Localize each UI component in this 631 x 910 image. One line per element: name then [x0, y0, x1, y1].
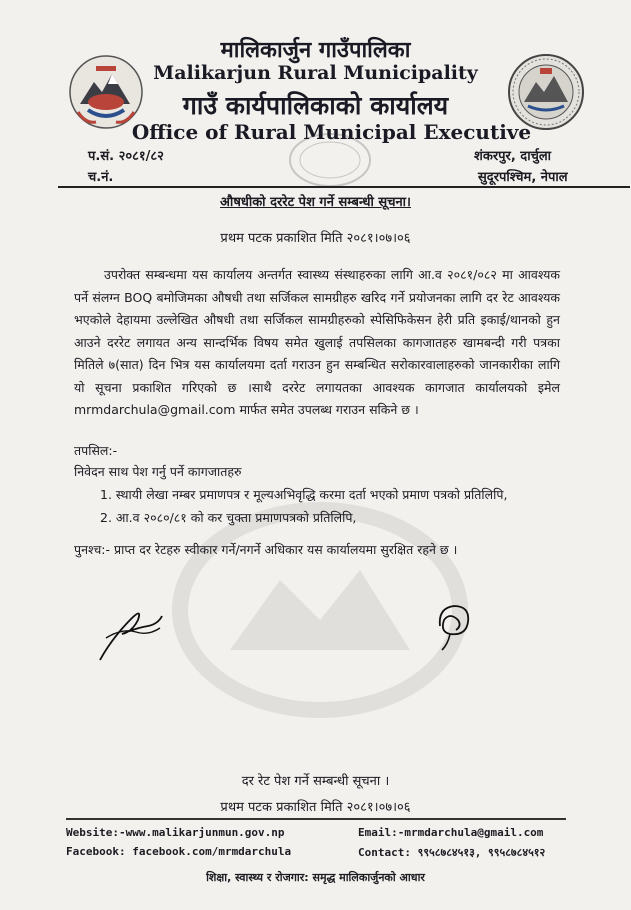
notice-subject: औषधीको दररेट पेश गर्ने सम्बन्धी सूचना। [220, 195, 411, 210]
tapsil-label: तपसिल:- [74, 443, 118, 458]
header-divider [58, 186, 630, 188]
notice-body-text: उपरोक्त सम्बन्धमा यस कार्यालय अन्तर्गत स्वास्थ्य संस्थाहरुका लागि आ.व २०८१/०८२ मा आवश्यक पर्ने संलग्न BOQ बमोजिमका औषधी तथा सर्जिकल सामग्रीहरु खरिद गर्ने प्रयोजनका लागि दर रेट आवश्यक भएकोले देहायमा उल्लेखित औषधी तथा सर्जिकल सामग्रीहरुको स्पेसिफिकेसन हेरी प्रति इकाई/थानको हुन आउने दररेट लगायत अन्य सान्दर्भिक विषय समेत खुलाई तपसिलका कागजातहरु खामबन्दी गरी पत्रका मितिले ७(सात) दिन भित्र यस कार्यालयमा दर्ता गराउन हुन सम्बन्धित सरोकारवालाहरुको जानकारीका लागि यो सूचना प्रकाशित गरिएको छ ।साथै दररेट लगायतका आवश्यक कागजात कार्यालयको इमेल mrmdarchula@gmail.com मार्फत समेत उपलब्ध गराउन सकिने छ । [74, 267, 560, 417]
documents-label: निवेदन साथ पेश गर्नु पर्ने कागजातहरु [74, 464, 242, 479]
reference-number: प.सं. २०८१/८२ [88, 149, 164, 164]
watermark-seal-icon [170, 500, 470, 720]
footer-divider [66, 818, 566, 820]
footnote: पुनश्च:- प्राप्त दर रेटहरु स्वीकार गर्ने/नगर्ने अधिकार यस कार्यालयमा सुरक्षित रहने छ । [74, 542, 458, 557]
footer-contact: Contact: ९९५८७८४५१३, ९९५८७८४५१२ [358, 846, 546, 859]
notice-body [74, 264, 560, 422]
footer-slogan: शिक्षा, स्वास्थ्य र रोजगार: समृद्ध मालिकार्जुनको आधार [206, 871, 425, 884]
document-item-1: 1. स्थायी लेखा नम्बर प्रमाणपत्र र मूल्यअभिवृद्धि करमा दर्ता भएको प्रमाण पत्रको प्रतिलिपि, [100, 487, 508, 502]
office-name-english: Office of Rural Municipal Executive [131, 120, 532, 144]
dispatch-number: च.नं. [88, 170, 114, 185]
office-province: सुदूरपश्चिम, नेपाल [478, 170, 568, 185]
publication-date: प्रथम पटक प्रकाशित मिति २०८१।०७।०६ [220, 231, 411, 246]
signature-right-icon [430, 596, 478, 656]
municipality-name-english: Malikarjun Rural Municipality [153, 62, 478, 84]
municipality-name-nepali: मालिकार्जुन गाउँपालिका [220, 38, 411, 63]
bottom-subject: दर रेट पेश गर्ने सम्बन्धी सूचना । [241, 774, 390, 789]
document-item-2: 2. आ.व २०८०/८१ को कर चुक्ता प्रमाणपत्रको प्रतिलिपि, [100, 510, 357, 525]
footer-email[interactable]: Email:-mrmdarchula@gmail.com [358, 826, 544, 839]
bottom-publication-date: प्रथम पटक प्रकाशित मिति २०८१।०७।०६ [220, 800, 411, 815]
office-location: शंकरपुर, दार्चुला [474, 149, 552, 164]
signature-left-icon [92, 598, 172, 668]
footer-website[interactable]: Website:-www.malikarjunmun.gov.np [66, 826, 285, 839]
footer-facebook[interactable]: Facebook: facebook.com/mrmdarchula [66, 845, 292, 858]
office-name-nepali: गाउँ कार्यपालिकाको कार्यालय [182, 91, 449, 120]
